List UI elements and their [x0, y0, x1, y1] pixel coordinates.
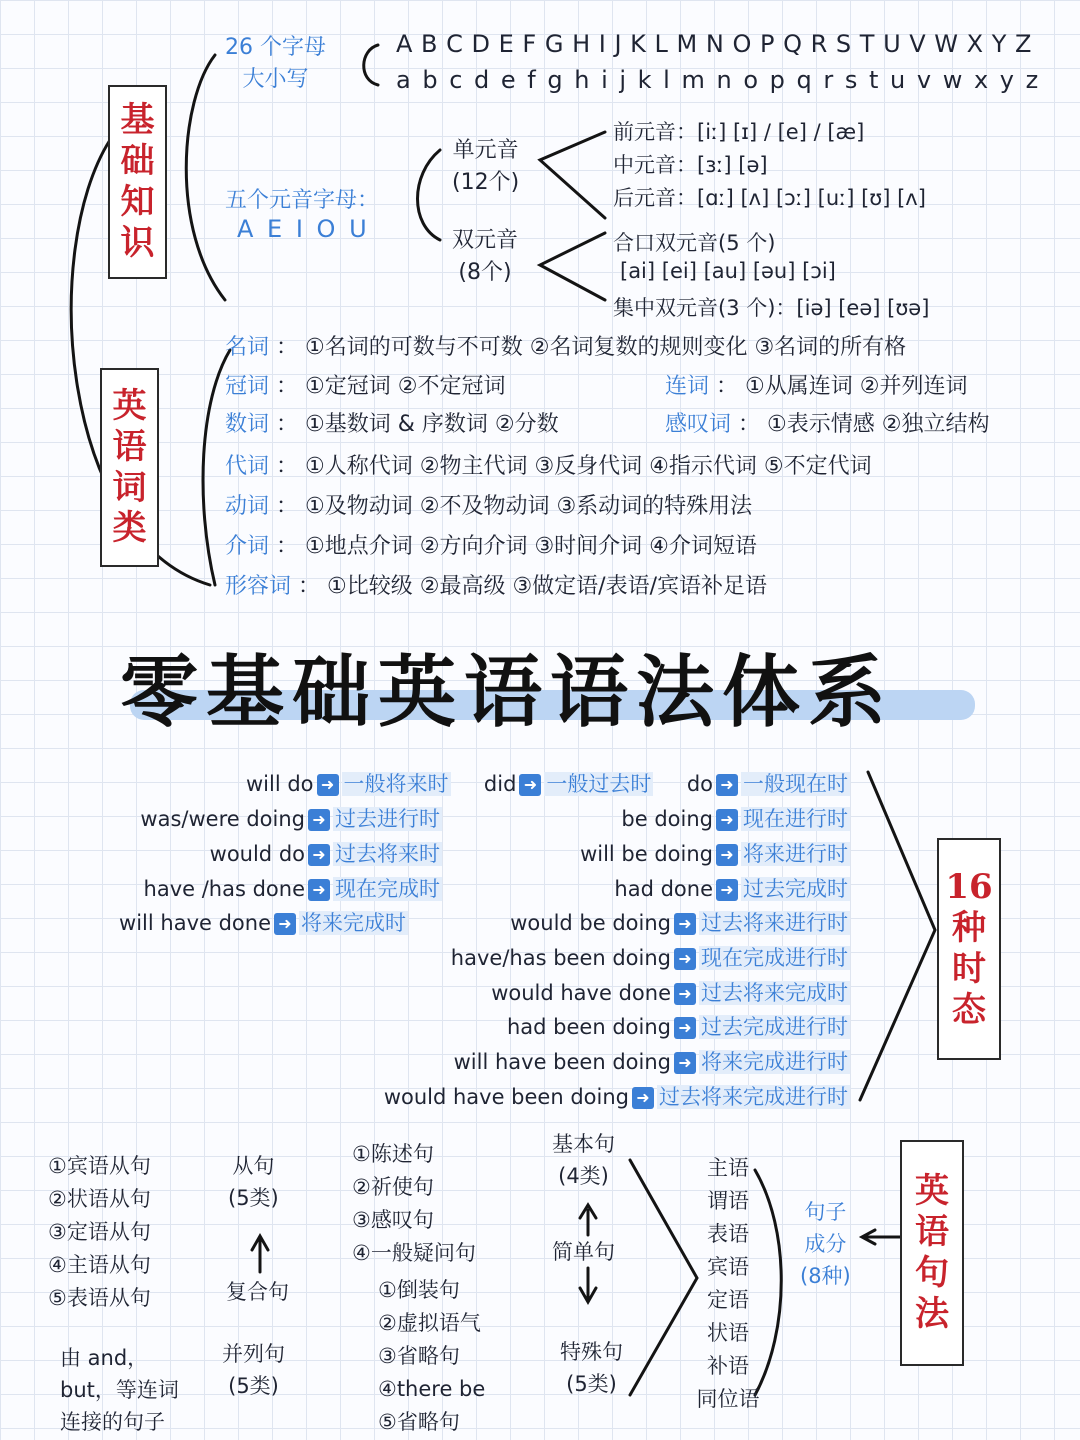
clause-label: 从句 (5类)	[228, 1154, 279, 1210]
vowel-letters: A E I O U	[237, 215, 370, 243]
tense-name: 将来完成进行时	[701, 1050, 848, 1074]
simple-sentence-label: 简单句	[552, 1240, 615, 1264]
tense-form: will have been doing	[453, 1050, 671, 1074]
arrow-right-icon: ➜	[519, 774, 541, 796]
pos-name: 数词	[225, 412, 270, 437]
pos-name: 冠词	[225, 374, 270, 399]
tense-row	[621, 802, 850, 836]
pos-items: ①地点介词 ②方向介词 ③时间介词 ④介词短语	[305, 534, 757, 559]
arrow-down-simple	[580, 1268, 596, 1302]
arrow-right-icon: ➜	[674, 1052, 696, 1074]
arrow-up-complex	[252, 1236, 268, 1272]
bracket-basics	[186, 55, 225, 300]
list-item: 表语	[707, 1222, 749, 1246]
tense-name: 过去将来完成进行时	[659, 1085, 848, 1109]
list-item: 谓语	[707, 1189, 749, 1213]
pos-row: 冠词 ： ①定冠词 ②不定冠词	[225, 374, 506, 399]
tense-row	[144, 872, 442, 906]
tense-form: would have done	[491, 981, 671, 1005]
arrow-right-icon: ➜	[317, 774, 339, 796]
bracket-letters	[364, 45, 378, 85]
arrow-to-components	[862, 1230, 900, 1244]
list-item: ②虚拟语气	[378, 1311, 481, 1335]
arrow-right-icon: ➜	[674, 983, 696, 1005]
tense-row	[580, 837, 850, 871]
compound-note: 由 and， but，等连词 连接的句子	[60, 1346, 179, 1434]
pos-items: ①表示情感 ②独立结构	[767, 412, 990, 437]
tense-form: be doing	[621, 807, 713, 831]
arrow-right-icon: ➜	[716, 879, 738, 901]
tense-form: have /has done	[143, 877, 305, 901]
components-label: 句子 成分 (8种)	[800, 1200, 851, 1288]
tense-name: 将来完成时	[301, 911, 406, 935]
tense-form: had done	[614, 877, 713, 901]
tense-form: would do	[209, 842, 305, 866]
pos-name: 介词	[225, 534, 270, 559]
tense-row	[210, 837, 442, 871]
tense-name: 过去完成时	[743, 877, 848, 901]
list-item: 主语	[707, 1156, 749, 1180]
list-item: ③定语从句	[48, 1220, 151, 1244]
pos-items: ①定冠词 ②不定冠词	[305, 374, 506, 399]
centering-diphthongs: 集中双元音(3 个)：[iə] [eə] [ʊə]	[613, 296, 930, 320]
pos-name: 动词	[225, 494, 270, 519]
tense-form: had been doing	[507, 1015, 671, 1039]
uppercase-letters: A B C D E F G H I J K L M N O P Q R S T U V W X Y Z	[396, 30, 1032, 58]
tense-row	[119, 906, 408, 940]
tense-form: will be doing	[580, 842, 713, 866]
lowercase-letters: a b c d e f g h i j k l m n o p q r s t u v w x y z	[396, 66, 1041, 94]
tense-row	[510, 906, 850, 940]
list-item: ③感叹句	[352, 1208, 434, 1232]
compound-sentence-label: 并列句 (5类)	[222, 1342, 285, 1398]
tense-name: 过去将来时	[335, 842, 440, 866]
complex-sentence-label: 复合句	[226, 1280, 289, 1304]
arrow-up-simple	[580, 1205, 596, 1235]
tense-row	[614, 872, 850, 906]
list-item: 同位语	[696, 1387, 760, 1411]
arrow-right-icon: ➜	[674, 1017, 696, 1039]
arrow-right-icon: ➜	[308, 879, 330, 901]
list-item: ⑤省略句	[378, 1410, 460, 1434]
list-item: ④there be	[378, 1377, 486, 1401]
tense-name: 现在完成时	[335, 877, 440, 901]
pos-row: 介词 ： ①地点介词 ②方向介词 ③时间介词 ④介词短语	[225, 534, 757, 559]
list-item: 宾语	[707, 1255, 749, 1279]
arrow-right-icon: ➜	[716, 844, 738, 866]
basics-box: 基 础 知 识	[108, 85, 167, 279]
special-types-list	[378, 1274, 485, 1439]
tense-form: was/were doing	[140, 807, 305, 831]
tense-name: 一般现在时	[743, 772, 848, 796]
tense-row	[507, 1010, 850, 1044]
letters-label: 26 个字母 大小写	[225, 35, 326, 92]
pos-items: ①人称代词 ②物主代词 ③反身代词 ④指示代词 ⑤不定代词	[305, 454, 872, 479]
tense-form: will have done	[119, 911, 271, 935]
basic-sentence-label: 基本句 (4类)	[552, 1132, 615, 1188]
pos-items: ①从属连词 ②并列连词	[745, 374, 968, 399]
tense-name: 过去进行时	[335, 807, 440, 831]
tense-name: 过去将来完成时	[701, 981, 848, 1005]
front-vowels: 前元音：[iː] [ɪ] / [e] / [æ]	[613, 120, 865, 144]
list-item: ①倒装句	[378, 1278, 460, 1302]
vowels-label: 五个元音字母：	[225, 188, 380, 213]
tense-name: 一般将来时	[343, 772, 449, 796]
pos-row: 代词 ： ①人称代词 ②物主代词 ③反身代词 ④指示代词 ⑤不定代词	[225, 454, 872, 479]
tense-form: will do	[245, 772, 314, 796]
clause-list	[48, 1150, 151, 1315]
closing-diphthongs-label: 合口双元音(5 个)	[613, 231, 776, 255]
syntax-box: 英 语 句 法	[900, 1140, 964, 1366]
list-item: 状语	[707, 1321, 749, 1345]
tense-row	[491, 976, 850, 1010]
back-vowels: 后元音：[ɑː] [ʌ] [ɔː] [uː] [ʊ] [ʌ]	[613, 186, 926, 210]
tense-form: would be doing	[510, 911, 671, 935]
pos-items: ①及物动词 ②不及物动词 ③系动词的特殊用法	[305, 494, 753, 519]
arrow-right-icon: ➜	[632, 1087, 654, 1109]
arrow-right-icon: ➜	[308, 809, 330, 831]
tense-row	[454, 1045, 850, 1079]
tense-name: 现在进行时	[743, 807, 848, 831]
bracket-basic-sent	[630, 1160, 697, 1395]
tense-form: would have been doing	[383, 1085, 629, 1109]
tense-name: 过去完成进行时	[701, 1015, 848, 1039]
pos-row: 名词 ： ①名词的可数与不可数 ②名词复数的规则变化 ③名词的所有格	[225, 335, 907, 360]
pos-row-right: 感叹词 ： ①表示情感 ②独立结构	[665, 412, 990, 437]
diphthong-label: 双元音 (8个)	[452, 228, 519, 285]
tense-name: 过去将来进行时	[701, 911, 848, 935]
arrow-right-icon: ➜	[308, 844, 330, 866]
tense-name: 现在完成进行时	[701, 946, 848, 970]
tense-row	[384, 1080, 850, 1114]
tense-form: have/has been doing	[450, 946, 671, 970]
list-item: ①宾语从句	[48, 1154, 151, 1178]
bracket-vowels	[418, 150, 441, 240]
arrow-right-icon: ➜	[674, 948, 696, 970]
tense-top-row	[246, 768, 850, 800]
tense-name: 一般过去时	[546, 772, 652, 796]
arrow-right-icon: ➜	[674, 913, 696, 935]
list-item: ④主语从句	[48, 1253, 151, 1277]
pos-row: 形容词 ： ①比较级 ②最高级 ③做定语/表语/宾语补足语	[225, 574, 767, 599]
monophthong-label: 单元音 (12个)	[452, 138, 520, 195]
special-sentence-label: 特殊句 (5类)	[560, 1340, 623, 1396]
pos-items: ①名词的可数与不可数 ②名词复数的规则变化 ③名词的所有格	[305, 335, 907, 360]
bracket-tenses	[860, 772, 935, 1100]
pos-row: 数词 ： ①基数词 & 序数词 ②分数	[225, 412, 559, 437]
list-item: 补语	[707, 1354, 749, 1378]
components-list	[690, 1152, 766, 1416]
list-item: ②祈使句	[352, 1175, 434, 1199]
bracket-diph	[540, 233, 605, 300]
pos-items: ①比较级 ②最高级 ③做定语/表语/宾语补足语	[327, 574, 767, 599]
basic-types-list	[352, 1138, 476, 1270]
page-title: 零基础英语语法体系	[120, 647, 895, 738]
list-item: ⑤表语从句	[48, 1286, 151, 1310]
tense-row	[451, 941, 850, 975]
bracket-mono	[540, 132, 605, 218]
closing-diphthongs: [ai] [ei] [au] [əu] [ɔi]	[620, 259, 836, 283]
list-item: 定语	[707, 1288, 749, 1312]
pos-name: 连词	[665, 374, 710, 399]
pos-row: 动词 ： ①及物动词 ②不及物动词 ③系动词的特殊用法	[225, 494, 753, 519]
pos-name: 形容词	[225, 574, 292, 599]
tense-form: did	[483, 772, 517, 796]
tenses-box: 16 种 时 态	[937, 838, 1001, 1060]
tense-name: 将来进行时	[743, 842, 848, 866]
arrow-right-icon: ➜	[274, 913, 296, 935]
list-item: ①陈述句	[352, 1142, 434, 1166]
list-item: ④一般疑问句	[352, 1241, 476, 1265]
tense-form: do	[686, 772, 713, 796]
list-item: ②状语从句	[48, 1187, 151, 1211]
tense-row	[140, 802, 442, 836]
pos-name: 感叹词	[665, 412, 732, 437]
pos-row-right: 连词 ： ①从属连词 ②并列连词	[665, 374, 968, 399]
pos-items: ①基数词 & 序数词 ②分数	[305, 412, 559, 437]
pos-name: 名词	[225, 335, 270, 360]
arrow-right-icon: ➜	[716, 809, 738, 831]
pos-box: 英 语 词 类	[100, 368, 159, 567]
list-item: ③省略句	[378, 1344, 460, 1368]
pos-name: 代词	[225, 454, 270, 479]
central-vowels: 中元音：[ɜː] [ə]	[613, 153, 768, 177]
arrow-right-icon: ➜	[716, 774, 738, 796]
